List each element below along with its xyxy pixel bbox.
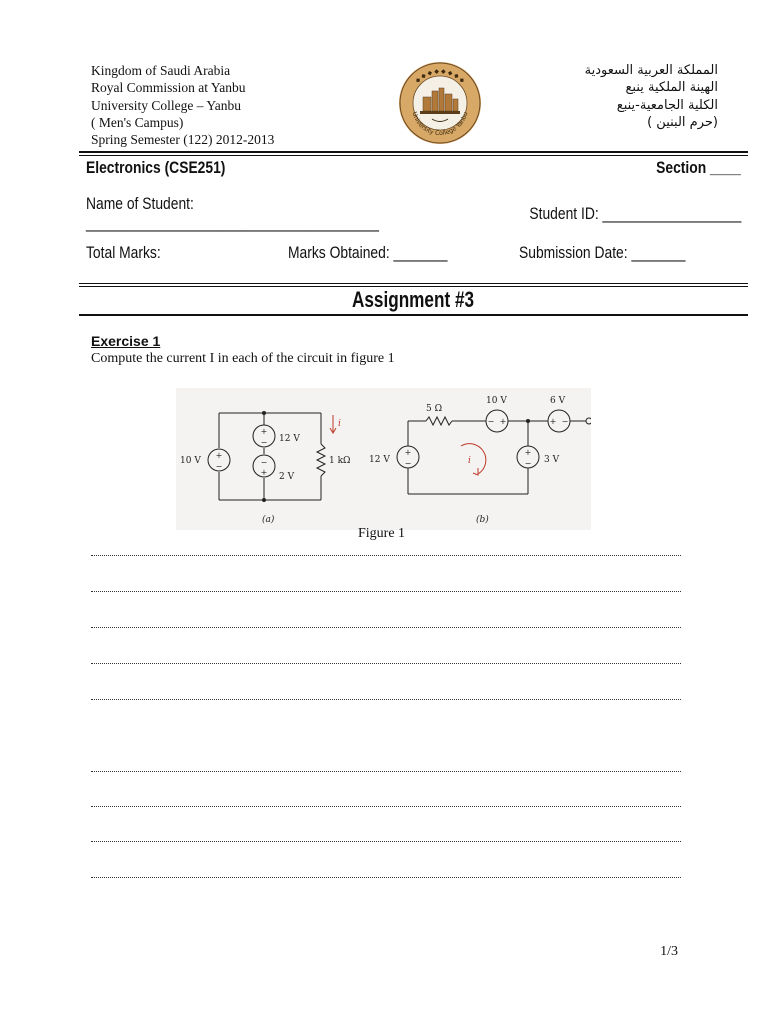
exercise-text: Compute the current I in each of the circuit in figure 1 bbox=[91, 351, 395, 366]
logo-text: University College Yanbu bbox=[410, 111, 470, 138]
svg-text:−: − bbox=[215, 462, 223, 471]
svg-text:+: + bbox=[260, 468, 268, 477]
header-institution-arabic bbox=[585, 62, 718, 131]
circuit-a-upper-source-label: 12 V bbox=[279, 434, 300, 444]
circuit-b-right-source-label: 3 V bbox=[544, 455, 560, 465]
header-line: Spring Semester (122) 2012-2013 bbox=[91, 132, 275, 148]
answer-line bbox=[91, 581, 681, 592]
answer-line bbox=[91, 761, 681, 772]
total-marks-label: Total Marks: bbox=[86, 244, 161, 262]
submission-date-field: Submission Date: _______ bbox=[519, 244, 686, 262]
answer-line bbox=[91, 653, 681, 664]
header-line-arabic: الهينة الملكية ينبع bbox=[625, 80, 718, 96]
student-id-field: Student ID: __________________ bbox=[529, 205, 741, 223]
circuit-a-source-label: 10 V bbox=[180, 456, 201, 466]
answer-line bbox=[91, 831, 681, 842]
circuit-figure bbox=[176, 388, 591, 530]
header-line: Kingdom of Saudi Arabia bbox=[91, 63, 231, 78]
svg-text:−: − bbox=[260, 438, 268, 447]
answer-line bbox=[91, 867, 681, 878]
svg-text:+: + bbox=[215, 451, 223, 460]
svg-text:−: − bbox=[561, 417, 569, 426]
header-line: Royal Commission at Yanbu bbox=[91, 80, 246, 96]
divider bbox=[79, 151, 748, 153]
header-line-arabic: (حرم البنين ) bbox=[647, 114, 718, 130]
answer-line bbox=[91, 545, 681, 556]
circuit-b-left-source-label: 12 V bbox=[369, 455, 390, 465]
svg-text:−: − bbox=[404, 459, 412, 468]
answer-line bbox=[91, 796, 681, 807]
circuit-b-label: (b) bbox=[476, 515, 489, 525]
divider bbox=[79, 155, 748, 156]
university-logo bbox=[398, 61, 482, 145]
circuit-b-top-source2-label: 6 V bbox=[550, 396, 566, 406]
figure-caption: Figure 1 bbox=[358, 526, 406, 541]
student-name-label: Name of Student: bbox=[86, 195, 194, 213]
svg-text:+: + bbox=[549, 417, 557, 426]
header-line-arabic: الكلية الجامعية-ينبع bbox=[616, 97, 718, 113]
answer-line bbox=[91, 689, 681, 700]
marks-obtained-field: Marks Obtained: _______ bbox=[288, 244, 448, 262]
page-number: 1/3 bbox=[660, 944, 678, 959]
svg-text:−: − bbox=[260, 458, 268, 467]
svg-text:−: − bbox=[524, 459, 532, 468]
circuit-a-current-label: i bbox=[338, 419, 341, 429]
circuit-b-resistor-label: 5 Ω bbox=[426, 404, 443, 414]
circuit-b-top-source1-label: 10 V bbox=[486, 396, 507, 406]
circuit-a-label: (a) bbox=[262, 515, 275, 525]
assignment-title: Assignment #3 bbox=[351, 287, 475, 312]
svg-text:+: + bbox=[260, 427, 268, 436]
exercise-title: Exercise 1 bbox=[91, 333, 161, 349]
circuit-b-current-label: i bbox=[468, 456, 471, 466]
header-line: University College – Yanbu bbox=[91, 97, 241, 113]
student-name-line: ______________________________________ bbox=[86, 214, 379, 232]
course-title: Electronics (CSE251) bbox=[86, 159, 226, 177]
header-institution-english bbox=[91, 62, 274, 148]
circuit-a-resistor-label: 1 kΩ bbox=[329, 456, 351, 466]
svg-text:+: + bbox=[524, 448, 532, 457]
svg-text:−: − bbox=[487, 417, 495, 426]
svg-text:+: + bbox=[404, 448, 412, 457]
circuit-a-lower-source-label: 2 V bbox=[279, 472, 295, 482]
svg-text:◆ ◆ ◆ ◆ ◆ ◆ ◆ ◆: ◆ ◆ ◆ ◆ ◆ ◆ ◆ ◆ bbox=[414, 67, 466, 85]
divider bbox=[79, 283, 748, 284]
section-field: Section ____ bbox=[656, 159, 741, 177]
divider bbox=[79, 314, 748, 316]
header-line-arabic: المملكة العربية السعودية bbox=[584, 63, 718, 78]
answer-line bbox=[91, 617, 681, 628]
svg-text:+: + bbox=[499, 417, 507, 426]
header-line: ( Men's Campus) bbox=[91, 114, 184, 130]
